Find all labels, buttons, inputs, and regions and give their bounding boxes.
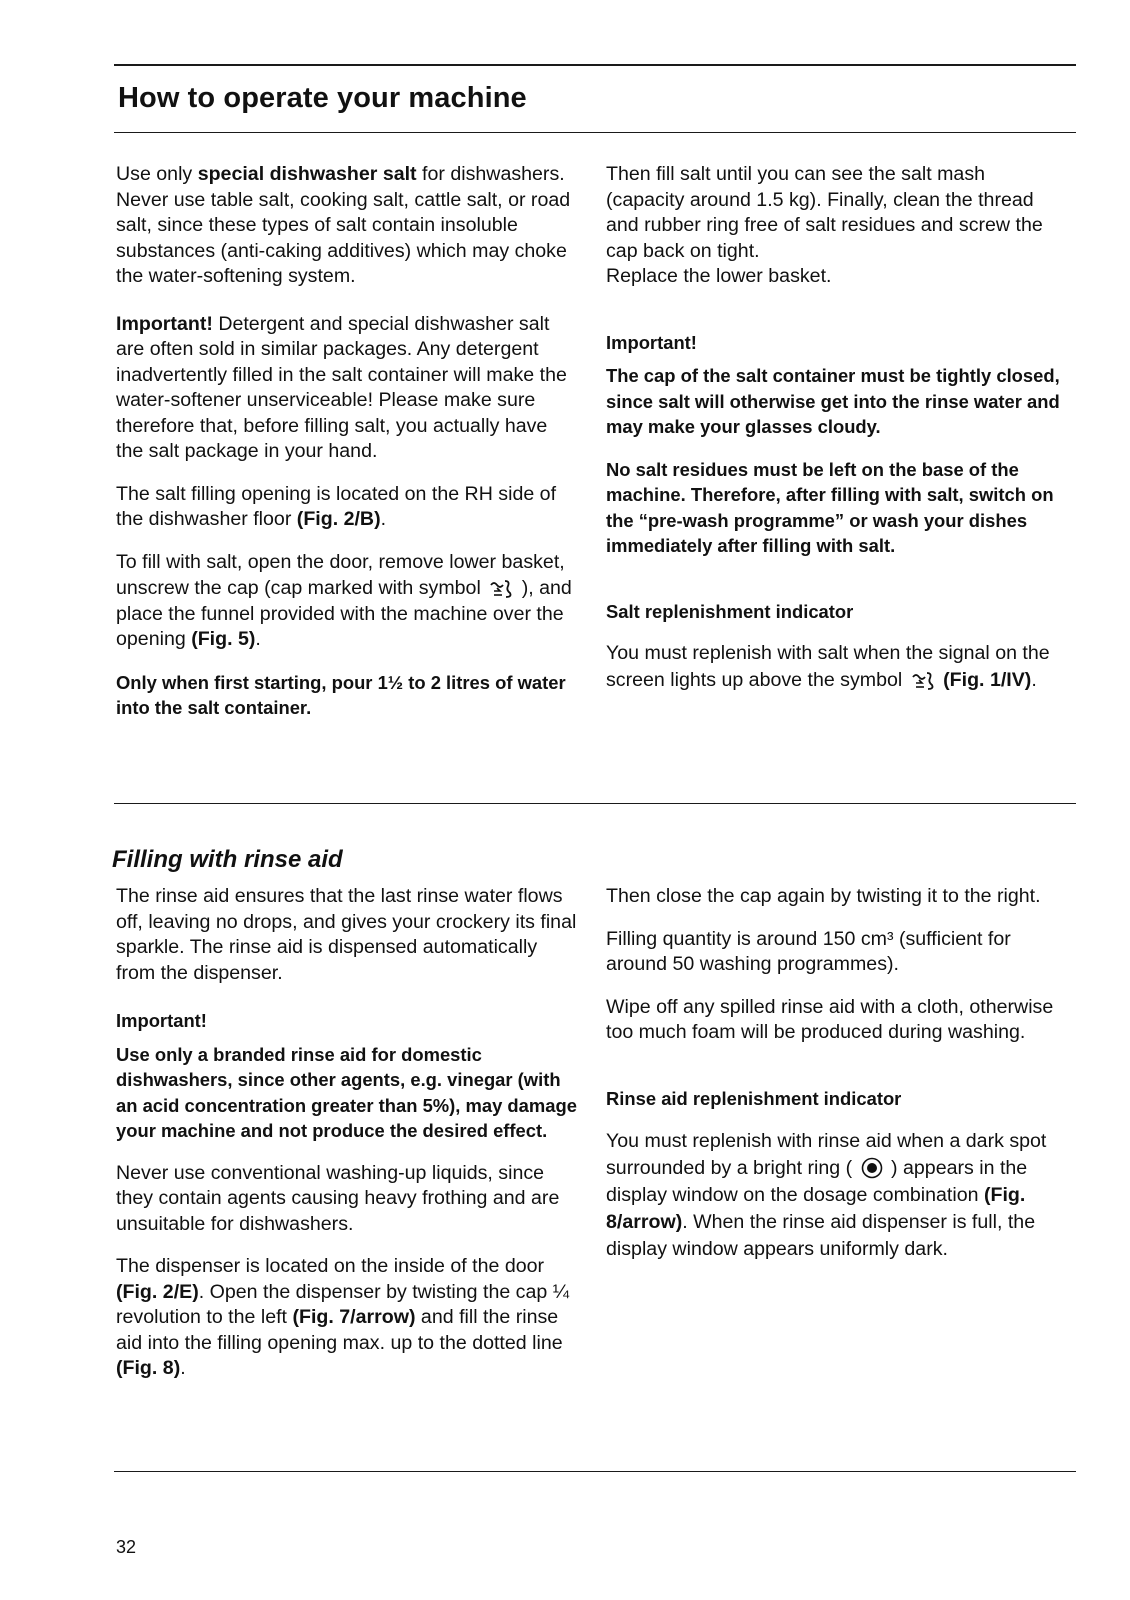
figure-reference: (Fig. 2/B) (296, 508, 381, 530)
text-run: You must replenish with rinse aid when a dark spot surrounded by a bright ring ( (606, 1130, 1047, 1179)
rinse-left-column (116, 884, 578, 1399)
salt-filling-paragraph (116, 550, 578, 653)
important-label: Important! (116, 312, 213, 335)
text-run: for dishwashers. Never use table salt, cooking salt, cattle salt, or road salt, since these types of salt contain insoluble substances (anti-caking additives) which may choke the water-softening system. (116, 163, 571, 287)
figure-reference: (Fig. 1/IV) (937, 668, 1032, 691)
text-run: The salt filling opening is located on the RH side of the dishwasher floor (116, 482, 557, 530)
text-run: . Open the dispenser by twisting the cap ¼ revolution to the left (116, 1280, 570, 1328)
text-run: Use only (116, 163, 198, 185)
text-run: . (380, 508, 387, 530)
text-run: ), and place the funnel provided with the machine over the opening (116, 577, 572, 650)
page-title: How to operate your machine (118, 82, 527, 114)
rinse-indicator-heading: Rinse aid replenishment indicator (606, 1087, 902, 1109)
salt-indicator-heading: Salt replenishment indicator (606, 600, 854, 622)
text-run: . (180, 1357, 186, 1379)
close-cap-paragraph: Then close the cap again by twisting it to the right. (606, 885, 1041, 907)
cap-closed-warning: The cap of the salt container must be tightly closed, since salt will otherwise get into the rinse water and may make your glasses cloudy. (606, 365, 1060, 437)
text-run: To fill with salt, open the door, remove lower basket, unscrew the cap (cap marked with symbol (116, 550, 565, 599)
bold-run: special dishwasher salt (197, 163, 417, 185)
text-run: and fill the rinse aid into the filling opening max. up to the dotted line (116, 1306, 563, 1354)
figure-reference: (Fig. 8/arrow) (606, 1184, 1026, 1233)
figure-reference: (Fig. 2/E) (116, 1280, 199, 1303)
page-number: 32 (116, 1537, 137, 1557)
dispenser-location-paragraph (116, 1254, 578, 1382)
washing-up-liquid-warning: Never use conventional washing-up liquids, since they contain agents causing heavy frothing and are unsuitable for dishwashers. (116, 1161, 560, 1235)
replace-basket-paragraph: Replace the lower basket. (606, 265, 832, 287)
figure-reference: (Fig. 5) (191, 628, 256, 650)
text-run: . (1031, 668, 1037, 691)
salt-fill-paragraph: Then fill salt until you can see the salt mash (capacity around 1.5 kg). Finally, clean the thread and rubber ring free of salt residues and screw the cap back on tight. (606, 163, 1043, 262)
salt-right-column (606, 162, 1068, 710)
important-label: Important! (116, 1010, 207, 1031)
rinse-purpose-paragraph: The rinse aid ensures that the last rinse water flows off, leaving no drops, and gives your crockery its final sparkle. The rinse aid is dispensed automatically from the dispenser. (116, 885, 577, 984)
text-run: . When the rinse aid dispenser is full, the display window appears uniformly dark. (606, 1211, 1036, 1260)
salt-residue-warning: No salt residues must be left on the base of the machine. Therefore, after filling with salt, switch on the “pre-wash programme” or wash your dishes immediately after filling with salt. (606, 458, 1054, 556)
filling-quantity-paragraph: Filling quantity is around 150 cm³ (sufficient for around 50 washing programmes). (606, 927, 1011, 975)
rinse-indicator-paragraph (606, 1128, 1068, 1263)
text-run: You must replenish with salt when the signal on the screen lights up above the symbol (606, 642, 1050, 691)
salt-symbol-icon (488, 575, 514, 601)
section-divider-rule (114, 803, 1076, 804)
salt-symbol-icon (910, 667, 936, 693)
text-run: ) appears in the display window on the dosage combination (606, 1157, 1028, 1206)
text-run: . (255, 628, 261, 650)
wipe-spill-paragraph: Wipe off any spilled rinse aid with a cloth, otherwise too much foam will be produced during washing. (606, 995, 1054, 1043)
salt-indicator-paragraph (606, 641, 1068, 693)
salt-opening-location-paragraph (116, 482, 578, 533)
top-rule (114, 64, 1076, 66)
salt-important-paragraph (116, 312, 578, 465)
rinse-right-column (606, 884, 1068, 1280)
branded-rinse-aid-warning: Use only a branded rinse aid for domestic dishwashers, since other agents, e.g. vinegar (with an acid concentration greater than 5%), may damage your machine and not produce the desired effect. (116, 1043, 577, 1141)
figure-reference: (Fig. 8) (116, 1357, 181, 1379)
figure-reference: (Fig. 7/arrow) (292, 1306, 416, 1328)
title-underline-rule (114, 132, 1076, 133)
salt-usage-paragraph (116, 162, 578, 290)
footer-rule (114, 1471, 1076, 1472)
important-label: Important! (606, 331, 697, 353)
salt-left-column (116, 162, 578, 738)
text-run: Detergent and special dishwasher salt are often sold in similar packages. Any detergent inadvertently filled in the salt container will make the water-softener unserviceable! Please make sure therefore that, before filling salt, you actually have the salt package in your hand. (116, 312, 567, 462)
rinse-aid-section-title: Filling with rinse aid (112, 846, 343, 873)
text-run: The dispenser is located on the inside of the door (116, 1255, 545, 1277)
first-start-water-instruction: Only when first starting, pour 1½ to 2 litres of water into the salt container. (116, 671, 566, 718)
ring-indicator-icon (861, 1157, 883, 1179)
